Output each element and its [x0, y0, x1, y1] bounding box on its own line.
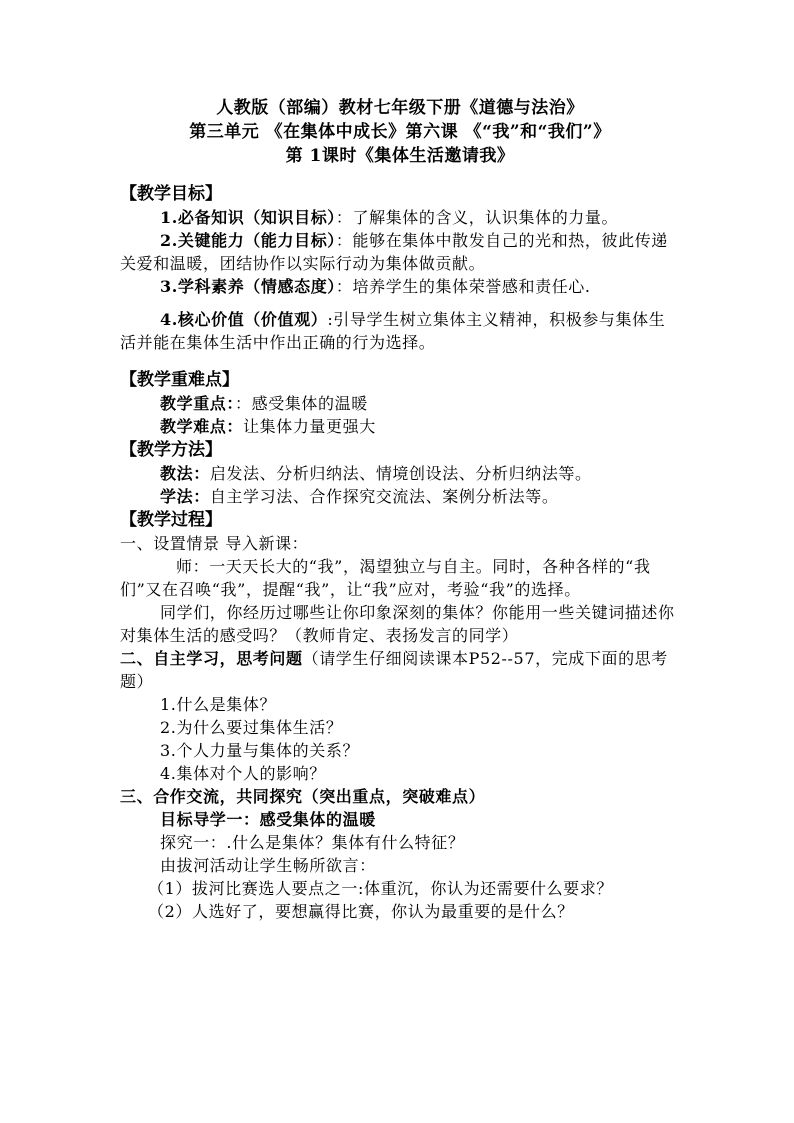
process-step-3-question: 探究一：.什么是集体？集体有什么特征？ — [160, 833, 465, 852]
process-step-2-title-bold: 二、自主学习，思考问题 — [120, 649, 303, 668]
focus-text: ：感受集体的温暖 — [235, 394, 368, 413]
methods-heading: 【教学方法】 — [120, 440, 222, 460]
objective-item-3 — [120, 275, 680, 298]
doc-title-line-3: 第 1课时《集体生活邀请我》 — [285, 146, 515, 166]
focus-label: 教学重点： — [160, 394, 236, 413]
list-item: 4.集体对个人的影响？ — [160, 764, 326, 783]
process-heading: 【教学过程】 — [120, 510, 222, 530]
teach-method-label: 教法： — [160, 464, 210, 483]
process-step-1-title: 一、设置情景 导入新课： — [120, 534, 309, 553]
process-step-3-item-1: （1）拔河比赛选人要点之一:体重沉，你认为还需要什么要求？ — [148, 879, 613, 898]
objective-item-1 — [120, 206, 680, 229]
learn-method-label: 学法： — [160, 487, 210, 506]
objective-label-3: 3.学科素养（情感态度） — [160, 277, 336, 296]
objective-text-2: ：能够在集体中散发自己的光和热，彼此传递关爱和温暖，团结协作以实际行动为集体做贡献。 — [120, 231, 668, 273]
process-step-3-intro: 由拔河活动让学生畅所欲言： — [160, 856, 376, 875]
difficulty-text: 让集体力量更强大 — [243, 417, 376, 436]
process-step-2-title-rest: （请学生仔细阅读课本P52--57，完成下面的思考题） — [120, 649, 668, 691]
teach-method-text: 启发法、分析归纳法、情境创设法、分析归纳法等。 — [209, 464, 592, 483]
focus-line — [120, 392, 680, 415]
objective-text-1: ：了解集体的含义，认识集体的力量。 — [335, 208, 619, 227]
objective-text-3: ：培养学生的集体荣誉感和责任心. — [335, 277, 591, 296]
objective-label-1: 1.必备知识（知识目标） — [160, 208, 336, 227]
difficulty-line — [120, 415, 680, 438]
keypoints-heading: 【教学重难点】 — [120, 370, 239, 390]
learn-method-text: 自主学习法、合作探究交流法、案例分析法等。 — [209, 487, 559, 506]
document-page — [120, 96, 680, 923]
process-step-3-goal: 目标导学一：感受集体的温暖 — [160, 810, 376, 829]
process-step-1-para-1: 师：一天天长大的“我”，渴望独立与自主。同时，各种各样的“我们”又在召唤“我”，提醒“我”，让“我”应对，考验“我”的选择。 — [120, 557, 651, 599]
list-item: 3.个人力量与集体的关系？ — [160, 741, 360, 760]
list-item: 2.为什么要过集体生活？ — [160, 718, 343, 737]
objective-text-4: :引导学生树立集体主义精神，积极参与集体生活并能在集体生活中作出正确的行为选择。 — [120, 310, 666, 352]
process-step-3-item-2: （2）人选好了，要想赢得比赛，你认为最重要的是什么？ — [148, 902, 574, 921]
difficulty-label: 教学难点： — [160, 417, 244, 436]
objective-item-2 — [120, 229, 680, 275]
teach-method-line — [120, 462, 680, 485]
process-step-2-title — [120, 647, 680, 693]
doc-title-line-2: 第三单元 《在集体中成长》第六课 《“我”和“我们”》 — [189, 122, 611, 142]
objective-label-2: 2.关键能力（能力目标） — [160, 231, 336, 250]
objective-item-4 — [120, 308, 680, 354]
objective-label-4: 4.核心价值（价值观） — [160, 310, 328, 329]
process-step-1-para-2: 同学们，你经历过哪些让你印象深刻的集体？你能用一些关键词描述你对集体生活的感受吗？（教师肯定、表扬发言的同学） — [120, 603, 675, 645]
list-item: 1.什么是集体？ — [160, 695, 277, 714]
learn-method-line — [120, 485, 680, 508]
objectives-heading: 【教学目标】 — [120, 184, 222, 204]
doc-title-line-1: 人教版（部编）教材七年级下册《道德与法治》 — [216, 98, 584, 118]
process-step-3-title: 三、合作交流，共同探究（突出重点，突破难点） — [120, 787, 486, 806]
